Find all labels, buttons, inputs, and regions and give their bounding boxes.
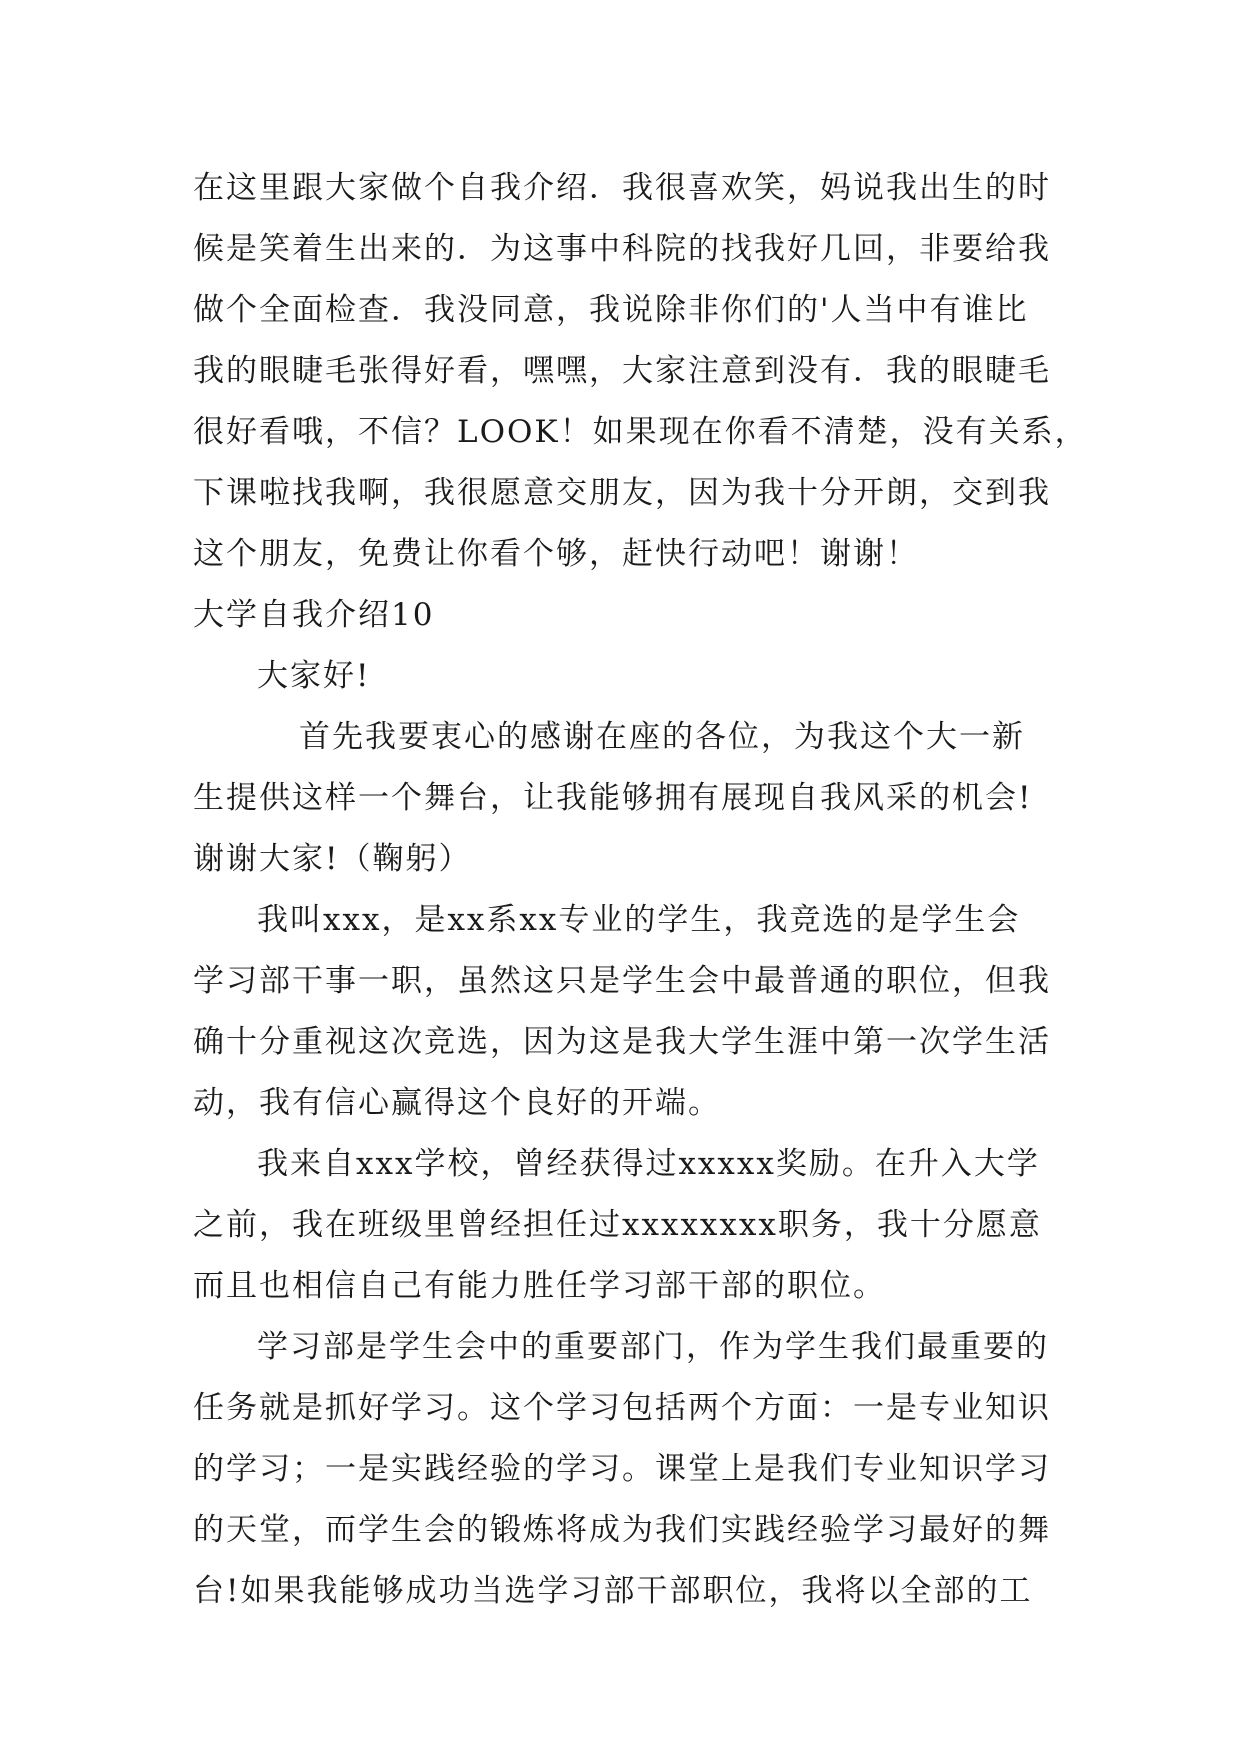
text-line: 我的眼睫毛张得好看，嘿嘿，大家注意到没有．我的眼睫毛 (193, 353, 1051, 389)
text-line: 我来自xxx学校，曾经获得过xxxxx奖励。在升入大学 (257, 1146, 1040, 1182)
text-line: 而且也相信自己有能力胜任学习部干部的职位。 (193, 1268, 886, 1304)
text-line: 首先我要衷心的感谢在座的各位，为我这个大一新 (299, 719, 1025, 755)
text-line: 很好看哦，不信？LOOK！如果现在你看不清楚，没有关系， (193, 414, 1088, 450)
text-line: 动，我有信心赢得这个良好的开端。 (193, 1085, 721, 1121)
text-line: 下课啦找我啊，我很愿意交朋友，因为我十分开朗，交到我 (193, 475, 1051, 511)
text-line: 谢谢大家!（鞠躬） (193, 841, 472, 877)
document-body (193, 158, 1088, 1622)
text-line: 台!如果我能够成功当选学习部干部职位，我将以全部的工 (193, 1573, 1033, 1609)
text-line: 的学习；一是实践经验的学习。课堂上是我们专业知识学习 (193, 1451, 1051, 1487)
text-line: 这个朋友，免费让你看个够，赶快行动吧！谢谢！ (193, 536, 919, 572)
text-line: 任务就是抓好学习。这个学习包括两个方面：一是专业知识 (193, 1390, 1051, 1426)
text-line: 生提供这样一个舞台，让我能够拥有展现自我风采的机会! (193, 780, 1033, 816)
text-line: 学习部是学生会中的重要部门，作为学生我们最重要的 (257, 1329, 1049, 1365)
greeting: 大家好! (257, 658, 371, 694)
text-line: 学习部干事一职，虽然这只是学生会中最普通的职位，但我 (193, 963, 1051, 999)
text-line: 候是笑着生出来的．为这事中科院的找我好几回，非要给我 (193, 231, 1051, 267)
text-line: 的天堂，而学生会的锻炼将成为我们实践经验学习最好的舞 (193, 1512, 1051, 1548)
text-line: 之前，我在班级里曾经担任过xxxxxxxx职务，我十分愿意 (193, 1207, 1042, 1243)
text-line: 我叫xxx，是xx系xx专业的学生，我竞选的是学生会 (257, 902, 1021, 938)
text-line: 在这里跟大家做个自我介绍．我很喜欢笑，妈说我出生的时 (193, 170, 1051, 206)
text-line: 确十分重视这次竞选，因为这是我大学生涯中第一次学生活 (193, 1024, 1051, 1060)
text-line: 做个全面检查．我没同意，我说除非你们的'人当中有谁比 (193, 292, 1029, 328)
section-title: 大学自我介绍10 (193, 597, 435, 633)
